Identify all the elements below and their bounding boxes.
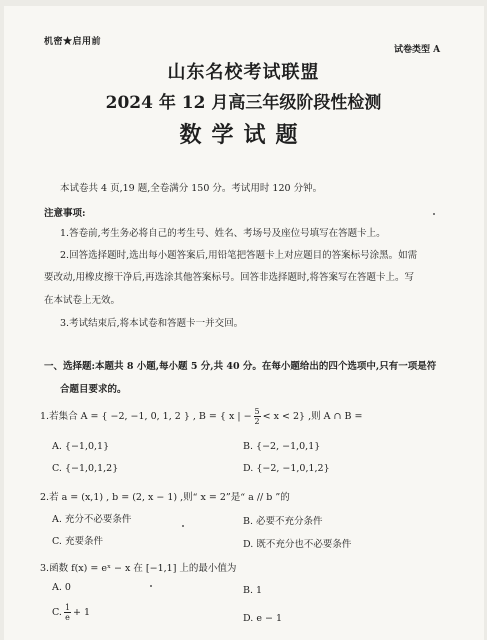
note-2-line-2: 要改动,用橡皮擦干净后,再选涂其他答案标号。回答非选择题时,将答案写在答题卡上。写 — [44, 272, 415, 283]
scan-speck — [182, 525, 184, 527]
question-2-option-c: C. 充要条件 — [52, 536, 103, 547]
question-2-stem: 2.若 a = (x,1) , b = (2, x − 1) ,则“ x = 2”是“ a // b ”的 — [40, 492, 290, 503]
subject-title: 数学试题 — [179, 122, 308, 148]
fraction-five-halves: $\frac{5}{2}$ — [254, 407, 260, 426]
question-1-option-b: B. {−2, −1,0,1} — [243, 441, 321, 452]
note-3: 3.考试结束后,将本试卷和答题卡一并交回。 — [60, 318, 244, 329]
section-1-heading-line-2: 合题目要求的。 — [60, 384, 127, 395]
question-2-option-d: D. 既不充分也不必要条件 — [243, 539, 352, 550]
question-3-stem: 3.函数 f(x) = eˣ − x 在 [−1,1] 上的最小值为 — [40, 563, 237, 574]
question-1-stem — [40, 407, 362, 426]
notes-heading: 注意事项: — [44, 208, 86, 219]
note-2-line-1: 2.回答选择题时,选出每小题答案后,用铅笔把答题卡上对应题目的答案标号涂黑。如需 — [60, 250, 418, 261]
scan-speck — [433, 213, 435, 215]
question-1-option-c: C. {−1,0,1,2} — [52, 463, 119, 474]
question-2-option-b: B. 必要不充分条件 — [243, 516, 323, 527]
question-1-option-d: D. {−2, −1,0,1,2} — [243, 463, 330, 474]
exam-union-title: 山东名校考试联盟 — [167, 62, 320, 83]
note-2-line-3: 在本试卷上无效。 — [44, 295, 121, 306]
confidential-label: 机密★启用前 — [44, 37, 102, 47]
note-1: 1.答卷前,考生务必将自己的考生号、姓名、考场号及座位号填写在答题卡上。 — [60, 228, 386, 239]
question-1-stem-part-b: < x < 2} ,则 A ∩ B = — [262, 411, 363, 422]
question-3-option-a: A. 0 — [52, 582, 71, 593]
question-2-option-a: A. 充分不必要条件 — [52, 514, 132, 525]
question-3-option-b: B. 1 — [243, 585, 263, 596]
question-1-option-a: A. {−1,0,1} — [52, 441, 110, 452]
section-1-heading-line-1: 一、选择题:本题共 8 小题,每小题 5 分,共 40 分。在每小题给出的四个选项中,只有一项是符 — [44, 361, 437, 372]
question-3-option-d: D. e − 1 — [243, 613, 282, 624]
question-1-stem-part-a: 1.若集合 A = { −2, −1, 0, 1, 2 } , B = { x | − — [40, 411, 252, 422]
intro-text: 本试卷共 4 页,19 题,全卷满分 150 分。考试用时 120 分钟。 — [60, 183, 323, 194]
exam-date-title: 2024 年 12 月高三年级阶段性检测 — [105, 93, 382, 113]
question-3-option-c: C. $\frac{1}{e}$ + 1 — [52, 603, 91, 622]
fraction-one-over-e: $\frac{1}{e}$ — [64, 603, 71, 622]
paper-type-label: 试卷类型 A — [394, 45, 441, 55]
scan-speck — [150, 585, 152, 587]
